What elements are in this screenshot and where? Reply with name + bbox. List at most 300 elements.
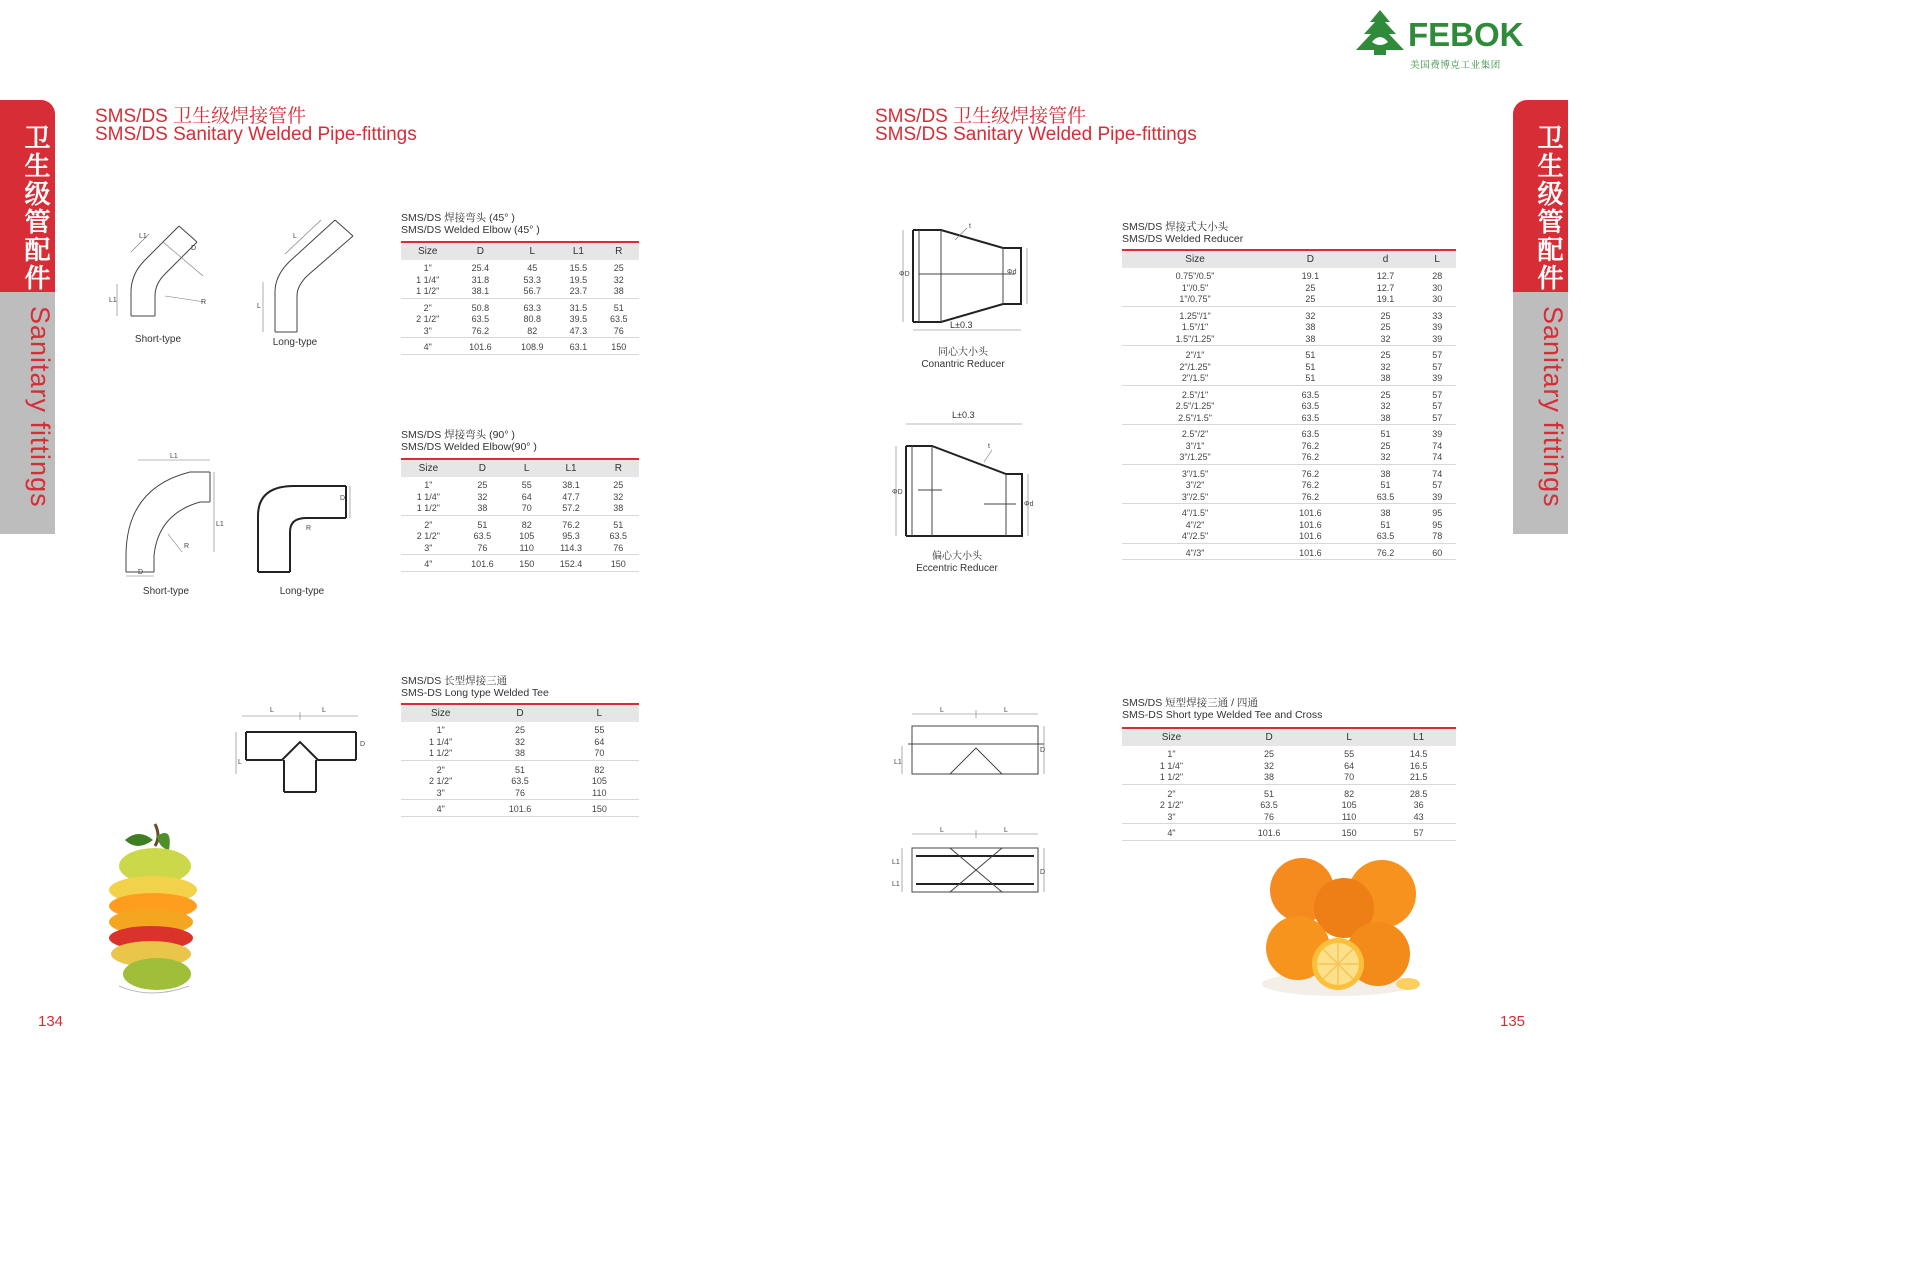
table-row xyxy=(401,492,639,504)
reducer-cell: 76.2 xyxy=(1301,452,1320,462)
elbow90-cell: 55 xyxy=(521,480,532,490)
reducer-cell: 12.7 xyxy=(1376,271,1395,281)
tee-long-cell: 63.5 xyxy=(511,776,529,786)
table-row xyxy=(1122,306,1456,322)
elbow90-cell: 1" xyxy=(424,480,433,490)
reducer-cell: 32 xyxy=(1380,452,1391,462)
reducer-cell: 25 xyxy=(1305,282,1316,293)
svg-text:t: t xyxy=(969,223,971,230)
elbow45-long-caption: Long-type xyxy=(272,337,318,348)
elbow90-cell: 38 xyxy=(477,503,488,513)
reducer-cell: 51 xyxy=(1268,346,1353,362)
tee-long-cell: 4" xyxy=(401,800,480,817)
elbow45-cell: 4" xyxy=(401,338,454,355)
reducer-cell: 76.2 xyxy=(1353,543,1419,560)
reducer-cell: 30 xyxy=(1432,294,1443,304)
reducer-cell: 32 xyxy=(1380,401,1391,411)
reducer-cell: 39 xyxy=(1432,322,1443,332)
reducer-cell: 2.5"/1.5" xyxy=(1178,412,1212,423)
table-row xyxy=(1122,543,1456,560)
svg-text:L: L xyxy=(1004,827,1008,834)
reducer-cell: 38 xyxy=(1305,322,1316,332)
reducer-cell: 25 xyxy=(1353,346,1419,362)
tee-short-header-l: L xyxy=(1317,728,1381,746)
reducer-cell: 2"/1" xyxy=(1122,346,1268,362)
table-row xyxy=(1122,283,1456,295)
svg-text:L: L xyxy=(238,759,242,766)
reducer-cell: 51 xyxy=(1380,519,1391,530)
table-row xyxy=(401,298,639,314)
table-row xyxy=(1122,268,1456,283)
elbow45-header-l: L xyxy=(506,242,558,260)
tee-long-title xyxy=(401,676,549,699)
table-row xyxy=(1122,362,1456,374)
tee-short-cell: 64 xyxy=(1344,760,1355,771)
tee-short-cell: 21.5 xyxy=(1409,772,1428,782)
elbow45-header-l1: L1 xyxy=(558,242,598,260)
elbow45-cell: 47.3 xyxy=(569,325,588,336)
table-row xyxy=(1122,480,1456,492)
reducer-cell: 2.5"/1.25" xyxy=(1175,401,1215,411)
elbow90-cell: 150 xyxy=(509,555,544,572)
table-row xyxy=(1122,746,1456,761)
elbow90-header-l1: L1 xyxy=(544,459,597,477)
tee-short-cell: 16.5 xyxy=(1409,760,1428,771)
svg-text:R: R xyxy=(184,543,190,550)
elbow45-cell: 82 xyxy=(527,325,538,336)
svg-text:L1: L1 xyxy=(894,759,902,766)
elbow45-title xyxy=(401,213,540,236)
elbow45-title-cn: SMS/DS 焊接弯头 (45° ) xyxy=(401,212,515,224)
elbow90-header-l: L xyxy=(509,459,544,477)
table-row xyxy=(1122,452,1456,464)
tee-long-cell: 3" xyxy=(436,787,445,798)
concentric-dim: L±0.3 xyxy=(950,320,973,330)
tee-short-cell: 1 1/2" xyxy=(1159,772,1184,782)
fruit-stack-image xyxy=(95,814,215,1000)
reducer-cell: 1"/0.75" xyxy=(1179,294,1211,304)
tree-logo-icon xyxy=(1352,8,1408,56)
svg-text:ΦD: ΦD xyxy=(899,271,910,278)
elbow90-cell: 76.2 xyxy=(544,515,597,531)
reducer-cell: 95 xyxy=(1418,504,1456,520)
tee-long-cell: 55 xyxy=(594,725,605,735)
table-row xyxy=(1122,800,1456,812)
elbow45-table xyxy=(401,241,639,355)
elbow45-cell: 51 xyxy=(599,298,639,314)
elbow45-cell: 63.5 xyxy=(610,314,628,324)
elbow45-cell: 63.5 xyxy=(471,314,490,324)
reducer-cell: 3"/2" xyxy=(1185,480,1205,490)
reducer-cell: 38 xyxy=(1305,333,1316,344)
reducer-cell: 3"/1" xyxy=(1185,440,1205,451)
reducer-cell: 2"/1.25" xyxy=(1179,361,1211,372)
elbow90-cell: 38.1 xyxy=(562,480,580,490)
elbow45-header-size: Size xyxy=(401,242,454,260)
elbow90-cell: 51 xyxy=(456,515,509,531)
elbow90-cell: 32 xyxy=(613,491,624,502)
elbow45-cell: 63.3 xyxy=(506,298,558,314)
table-row xyxy=(1122,824,1456,841)
tee-long-cell: 51 xyxy=(480,760,559,776)
tee-short-cell: 63.5 xyxy=(1260,800,1278,810)
reducer-cell: 33 xyxy=(1418,306,1456,322)
reducer-cell: 63.5 xyxy=(1301,412,1320,423)
tee-short-cell: 38 xyxy=(1264,772,1275,782)
svg-text:L1: L1 xyxy=(170,453,178,460)
svg-text:t: t xyxy=(988,443,990,450)
tee-short-cell: 70 xyxy=(1344,772,1355,782)
tee-long-cell: 70 xyxy=(594,748,605,758)
elbow45-long-drawing xyxy=(255,212,365,337)
eccentric-reducer-drawing xyxy=(888,418,1036,544)
reducer-cell: 63.5 xyxy=(1301,401,1320,411)
side-tab-cn-right-label: 卫生级管配件 xyxy=(1534,124,1564,292)
svg-text:L: L xyxy=(257,303,261,310)
reducer-cell: 1.5"/1" xyxy=(1181,322,1209,332)
reducer-cell: 38 xyxy=(1353,464,1419,480)
reducer-cell: 4"/2" xyxy=(1185,519,1205,530)
svg-text:R: R xyxy=(201,299,207,306)
tee-short-header-l1: L1 xyxy=(1381,728,1456,746)
reducer-title-en: SMS/DS Welded Reducer xyxy=(1122,232,1244,245)
tee-short-cell: 57 xyxy=(1381,824,1456,841)
svg-text:L: L xyxy=(322,707,326,714)
table-row xyxy=(401,722,639,737)
reducer-header-l: L xyxy=(1418,250,1456,268)
svg-text:L: L xyxy=(940,707,944,714)
reducer-cell: 4"/3" xyxy=(1122,543,1268,560)
tee-long-cell: 1 1/2" xyxy=(429,748,453,758)
tee-long-header-size: Size xyxy=(401,704,480,722)
svg-text:L: L xyxy=(270,707,274,714)
reducer-cell: 76.2 xyxy=(1268,464,1353,480)
side-tab-en-right xyxy=(1513,292,1568,534)
svg-text:L: L xyxy=(940,827,944,834)
reducer-cell: 32 xyxy=(1268,306,1353,322)
tee-short-cell: 55 xyxy=(1344,749,1355,759)
reducer-cell: 57 xyxy=(1432,401,1443,411)
table-row xyxy=(1122,772,1456,784)
table-row xyxy=(401,788,639,800)
elbow45-short-drawing xyxy=(105,212,220,330)
tee-short-cell: 76 xyxy=(1264,811,1275,822)
elbow90-cell: 76 xyxy=(477,542,488,553)
table-row xyxy=(1122,346,1456,362)
elbow90-cell: 63.5 xyxy=(473,531,492,541)
tee-long-cell: 32 xyxy=(514,736,525,747)
reducer-cell: 25 xyxy=(1353,306,1419,322)
reducer-cell: 1.25"/1" xyxy=(1122,306,1268,322)
svg-text:Φd: Φd xyxy=(1007,269,1017,276)
elbow45-cell: 76 xyxy=(613,325,624,336)
elbow90-cell: 57.2 xyxy=(562,503,580,513)
reducer-cell: 57 xyxy=(1432,361,1443,372)
tee-long-header-d: D xyxy=(480,704,559,722)
svg-text:L1: L1 xyxy=(139,233,147,240)
reducer-cell: 39 xyxy=(1432,373,1443,383)
tee-long-cell: 38 xyxy=(514,748,525,758)
reducer-header-d: d xyxy=(1353,250,1419,268)
elbow90-cell: 95.3 xyxy=(562,531,580,541)
reducer-cell: 63.5 xyxy=(1376,491,1395,502)
reducer-header-d: D xyxy=(1268,250,1353,268)
elbow90-cell: 105 xyxy=(519,531,535,541)
elbow45-cell: 31.5 xyxy=(558,298,598,314)
reducer-cell: 3"/2.5" xyxy=(1181,491,1209,502)
reducer-cell: 38 xyxy=(1353,504,1419,520)
table-row xyxy=(1122,761,1456,773)
reducer-cell: 25 xyxy=(1380,322,1391,332)
elbow45-cell: 15.5 xyxy=(569,263,588,273)
elbow45-cell: 2" xyxy=(401,298,454,314)
elbow90-title-en: SMS/DS Welded Elbow(90° ) xyxy=(401,440,537,453)
tee-short-cell: 25 xyxy=(1264,749,1275,759)
elbow90-header-d: D xyxy=(456,459,509,477)
elbow45-header-r: R xyxy=(599,242,639,260)
elbow45-title-en: SMS/DS Welded Elbow (45° ) xyxy=(401,223,540,236)
reducer-cell: 19.1 xyxy=(1376,294,1395,304)
reducer-cell: 3"/1.5" xyxy=(1122,464,1268,480)
reducer-cell: 30 xyxy=(1432,282,1443,293)
elbow90-table xyxy=(401,458,639,572)
table-row xyxy=(401,260,639,275)
right-title-cn: SMS/DS 卫生级焊接管件 xyxy=(875,106,1087,127)
elbow90-cell: 82 xyxy=(509,515,544,531)
reducer-cell: 28 xyxy=(1432,271,1443,281)
side-tab-cn-label: 卫生级管配件 xyxy=(21,124,51,292)
table-row xyxy=(401,338,639,355)
reducer-cell: 39 xyxy=(1432,491,1443,502)
svg-text:D: D xyxy=(1040,869,1046,876)
reducer-cell: 76.2 xyxy=(1301,440,1320,451)
reducer-cell: 51 xyxy=(1353,425,1419,441)
table-row xyxy=(1122,413,1456,425)
elbow90-cell: 25 xyxy=(613,480,624,490)
elbow45-cell: 38.1 xyxy=(471,286,490,296)
table-row xyxy=(401,286,639,298)
tee-short-cell: 1" xyxy=(1167,749,1176,759)
svg-text:D: D xyxy=(1040,747,1046,754)
svg-text:R: R xyxy=(306,525,312,532)
elbow45-cell: 56.7 xyxy=(523,286,542,296)
tee-short-cell: 28.5 xyxy=(1381,784,1456,800)
tee-long-cell: 2 1/2" xyxy=(429,776,453,786)
right-title-en: SMS/DS Sanitary Welded Pipe-fittings xyxy=(875,124,1197,145)
elbow90-long-drawing xyxy=(250,478,360,576)
elbow45-cell: 3" xyxy=(423,325,432,336)
elbow45-cell: 32 xyxy=(613,274,624,285)
reducer-cell: 78 xyxy=(1432,531,1443,541)
elbow90-header-size: Size xyxy=(401,459,456,477)
reducer-cell: 39 xyxy=(1418,425,1456,441)
reducer-cell: 76.2 xyxy=(1301,480,1320,490)
reducer-cell: 101.6 xyxy=(1268,504,1353,520)
eccentric-caption xyxy=(906,551,1008,575)
elbow45-cell: 76.2 xyxy=(471,325,490,336)
reducer-cell: 51 xyxy=(1305,373,1316,383)
tee-long-cell: 101.6 xyxy=(480,800,559,817)
elbow45-cell: 80.8 xyxy=(523,314,542,324)
reducer-header-size: Size xyxy=(1122,250,1268,268)
table-row xyxy=(401,760,639,776)
reducer-cell: 32 xyxy=(1380,333,1391,344)
svg-text:L1: L1 xyxy=(109,297,117,304)
reducer-cell: 38 xyxy=(1380,412,1391,423)
tee-short-cell: 150 xyxy=(1317,824,1381,841)
reducer-cell: 74 xyxy=(1432,440,1443,451)
table-row xyxy=(401,776,639,788)
elbow90-cell: 63.5 xyxy=(609,531,628,541)
reducer-cell: 57 xyxy=(1432,480,1443,490)
table-row xyxy=(401,477,639,492)
tee-long-drawing xyxy=(232,702,372,800)
tee-long-cell: 1" xyxy=(436,725,445,735)
reducer-cell: 3"/1.25" xyxy=(1179,452,1211,462)
table-row xyxy=(401,503,639,515)
table-row xyxy=(1122,464,1456,480)
table-row xyxy=(1122,531,1456,543)
elbow90-cell: 76 xyxy=(613,542,624,553)
tee-long-cell: 64 xyxy=(594,736,605,747)
elbow45-cell: 150 xyxy=(599,338,639,355)
elbow90-cell: 70 xyxy=(521,503,532,513)
tee-short-cell: 1 1/4" xyxy=(1159,760,1184,771)
tee-long-cell: 150 xyxy=(560,800,639,817)
brand-name: FEBOK xyxy=(1408,16,1524,53)
table-row xyxy=(1122,425,1456,441)
tee-short-cell: 32 xyxy=(1264,760,1275,771)
reducer-title-cn: SMS/DS 焊接式大小头 xyxy=(1122,221,1229,233)
elbow90-cell: 25 xyxy=(477,480,488,490)
elbow90-cell: 152.4 xyxy=(544,555,597,572)
table-row xyxy=(1122,492,1456,504)
eccentric-dim: L±0.3 xyxy=(952,410,975,420)
elbow45-cell: 19.5 xyxy=(569,274,588,285)
tee-short-drawing xyxy=(888,706,1056,794)
elbow90-cell: 114.3 xyxy=(560,542,582,553)
tee-long-header-l: L xyxy=(560,704,639,722)
tee-short-cell: 2 1/2" xyxy=(1159,800,1184,810)
reducer-cell: 1"/0.5" xyxy=(1181,282,1209,293)
reducer-cell: 51 xyxy=(1305,361,1316,372)
table-row xyxy=(401,275,639,287)
svg-text:L: L xyxy=(293,233,297,240)
table-row xyxy=(401,314,639,326)
tee-short-title-cn: SMS/DS 短型焊接三通 / 四通 xyxy=(1122,697,1258,709)
concentric-reducer-drawing xyxy=(895,218,1035,336)
elbow90-header-r: R xyxy=(598,459,639,477)
tee-short-cell: 105 xyxy=(1341,800,1357,810)
eccentric-caption-cn: 偏心大小头 xyxy=(932,551,982,562)
tee-long-cell: 1 1/4" xyxy=(429,736,453,747)
elbow45-cell: 39.5 xyxy=(569,314,588,324)
elbow90-cell: 101.6 xyxy=(456,555,509,572)
reducer-cell: 63.5 xyxy=(1268,425,1353,441)
reducer-cell: 2"/1.5" xyxy=(1181,373,1209,383)
elbow45-cell: 31.8 xyxy=(471,274,490,285)
table-row xyxy=(401,531,639,543)
reducer-table xyxy=(1122,249,1456,560)
tee-long-table xyxy=(401,703,639,817)
elbow45-cell: 101.6 xyxy=(454,338,506,355)
tee-short-cell: 4" xyxy=(1122,824,1221,841)
elbow45-cell: 53.3 xyxy=(523,274,542,285)
table-row xyxy=(1122,385,1456,401)
elbow45-cell: 45 xyxy=(527,263,538,273)
reducer-cell: 57 xyxy=(1432,412,1443,423)
table-row xyxy=(1122,520,1456,532)
elbow90-cell: 1 1/2" xyxy=(416,503,440,513)
side-tab-cn-right xyxy=(1513,100,1568,292)
svg-text:L: L xyxy=(1004,707,1008,714)
elbow45-cell: 1 1/2" xyxy=(416,286,440,296)
tee-short-cell: 101.6 xyxy=(1221,824,1317,841)
tee-short-cell: 110 xyxy=(1341,811,1357,822)
concentric-caption xyxy=(912,347,1014,371)
elbow45-cell: 25 xyxy=(613,263,624,273)
side-tab-en-right-label: Sanitary fittings xyxy=(1538,306,1568,508)
elbow90-cell: 4" xyxy=(401,555,456,572)
elbow90-cell: 150 xyxy=(598,555,639,572)
tee-long-title-en: SMS-DS Long type Welded Tee xyxy=(401,686,549,699)
tee-long-cell: 105 xyxy=(591,776,607,786)
table-row xyxy=(1122,294,1456,306)
brand-subtitle: 美国费博克工业集团 xyxy=(1410,60,1501,71)
table-row xyxy=(401,515,639,531)
tee-short-cell: 51 xyxy=(1221,784,1317,800)
side-tab-cn xyxy=(0,100,55,292)
table-row xyxy=(401,326,639,338)
tee-short-cell: 3" xyxy=(1167,811,1176,822)
tee-short-header-size: Size xyxy=(1122,728,1221,746)
elbow90-title-cn: SMS/DS 焊接弯头 (90° ) xyxy=(401,429,515,441)
table-row xyxy=(1122,504,1456,520)
reducer-cell: 12.7 xyxy=(1376,282,1395,293)
side-tab-en-label: Sanitary fittings xyxy=(25,306,55,508)
reducer-cell: 95 xyxy=(1432,519,1443,530)
reducer-cell: 74 xyxy=(1432,452,1443,462)
cross-drawing xyxy=(888,826,1056,904)
table-row xyxy=(1122,373,1456,385)
elbow45-cell: 38 xyxy=(613,286,624,296)
elbow45-header-d: D xyxy=(454,242,506,260)
reducer-cell: 60 xyxy=(1418,543,1456,560)
elbow90-cell: 2" xyxy=(401,515,456,531)
elbow90-title xyxy=(401,430,537,453)
reducer-cell: 4"/1.5" xyxy=(1122,504,1268,520)
reducer-cell: 2.5"/1" xyxy=(1122,385,1268,401)
table-row xyxy=(1122,784,1456,800)
table-row xyxy=(401,800,639,817)
brand-logo xyxy=(1352,8,1522,70)
eccentric-caption-en: Eccentric Reducer xyxy=(916,563,998,574)
reducer-cell: 25 xyxy=(1305,294,1316,304)
svg-text:D: D xyxy=(360,741,366,748)
reducer-cell: 63.5 xyxy=(1268,385,1353,401)
elbow45-short-caption: Short-type xyxy=(134,334,182,345)
left-title-cn: SMS/DS 卫生级焊接管件 xyxy=(95,106,307,127)
left-title-en: SMS/DS Sanitary Welded Pipe-fittings xyxy=(95,124,417,145)
tee-short-title xyxy=(1122,698,1322,721)
page-number-right: 135 xyxy=(1500,1013,1526,1030)
elbow45-cell: 1" xyxy=(423,263,432,273)
tee-short-table xyxy=(1122,727,1456,841)
tee-long-title-cn: SMS/DS 长型焊接三通 xyxy=(401,675,508,687)
table-row xyxy=(401,543,639,555)
svg-text:L1: L1 xyxy=(216,521,224,528)
reducer-cell: 101.6 xyxy=(1268,543,1353,560)
